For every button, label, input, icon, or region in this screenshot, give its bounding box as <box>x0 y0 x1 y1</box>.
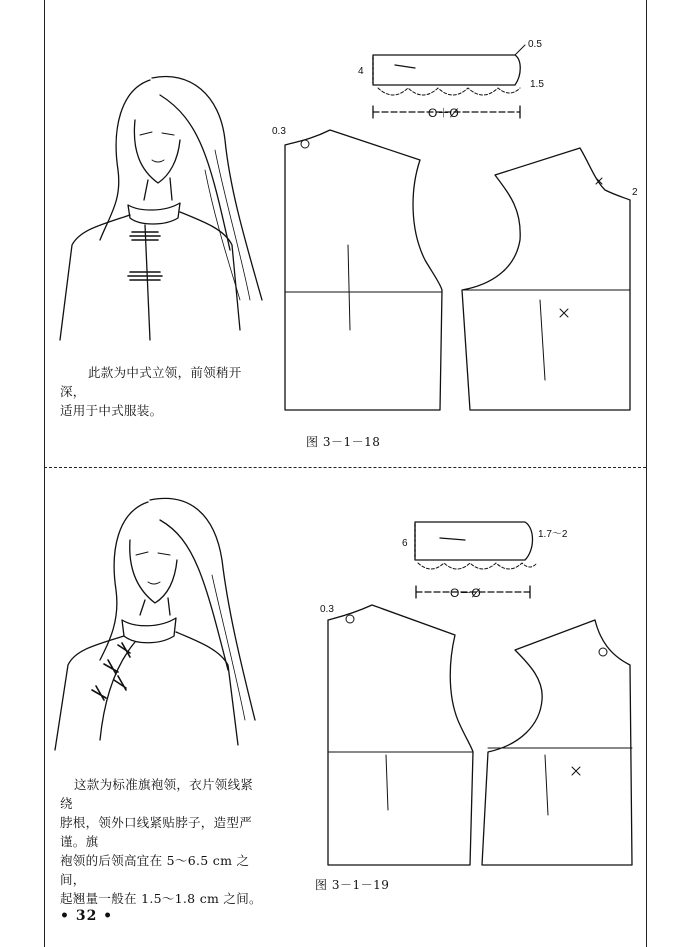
back2-neck-label: 0.3 <box>320 604 334 615</box>
front1-neck-label: 2 <box>632 187 638 198</box>
back-bodice-2 <box>328 605 473 865</box>
figure1-caption: 图 3－1－18 <box>306 435 381 449</box>
figure2-description <box>60 775 265 908</box>
figure2-caption: 图 3－1－19 <box>315 878 390 892</box>
collar1-rise-label: 1.5 <box>530 79 544 90</box>
figure1-desc-line: 适用于中式服装。 <box>60 403 163 418</box>
figure1-desc-line: 此款为中式立领，前领稍开深， <box>60 365 242 399</box>
back-bodice-1 <box>285 130 442 410</box>
back1-neck-label: 0.3 <box>272 126 286 137</box>
figure1-description <box>60 363 260 420</box>
figure2-desc-line: 这款为标准旗袍领，衣片领线紧绕 <box>60 777 254 811</box>
figure2-desc-line: 脖根，领外口线紧贴脖子，造型严谨。旗 <box>60 815 253 849</box>
collar2-length-label: O－Ø <box>450 586 481 600</box>
collar2-height-label: 6 <box>402 538 408 549</box>
collar1-length-label: O＋Ø <box>428 106 459 120</box>
front-bodice-2 <box>482 620 632 865</box>
fashion-sketch-1 <box>60 77 262 340</box>
figure2-desc-line: 起翘量一般在 1.5～1.8 cm 之间。 <box>60 891 262 906</box>
figure2-desc-line: 袍领的后领高宜在 5～6.5 cm 之间， <box>60 853 250 887</box>
page-number: • 32 • <box>60 908 114 924</box>
collar2-rise-label: 1.7～2 <box>538 529 568 540</box>
fashion-sketch-2 <box>55 498 255 750</box>
collar1-tip-label: 0.5 <box>528 39 542 50</box>
front-bodice-1 <box>462 148 630 410</box>
collar1-height-label: 4 <box>358 66 364 77</box>
